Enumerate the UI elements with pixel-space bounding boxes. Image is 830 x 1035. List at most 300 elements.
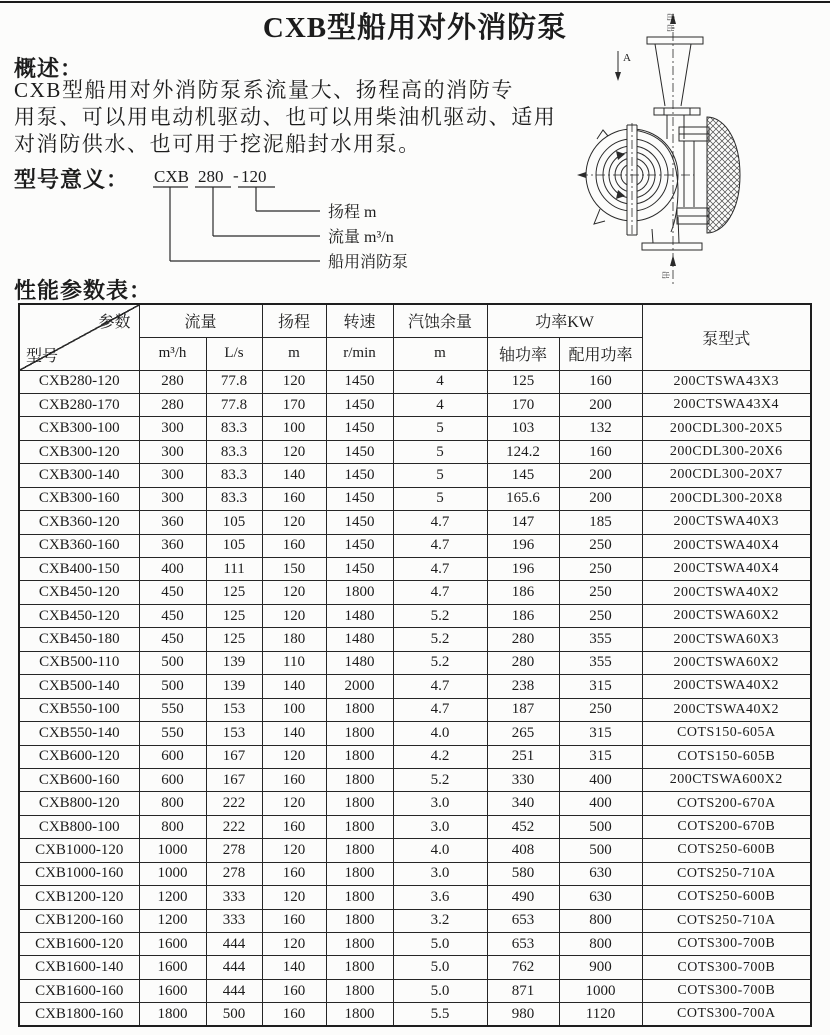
flow-ls-cell: 83.3 [206, 417, 262, 440]
table-row [19, 628, 811, 651]
npsh-cell: 5 [393, 464, 487, 487]
npsh-cell: 4.7 [393, 534, 487, 557]
head-cell: 120 [262, 604, 326, 627]
flow-ls-cell: 139 [206, 675, 262, 698]
label-series: 船用消防泵 [328, 254, 409, 271]
header-flow: 流量 [139, 304, 262, 337]
speed-cell: 1800 [326, 815, 393, 838]
pump-type-cell: 200CTSWA40X2 [642, 698, 811, 721]
table-row [19, 839, 811, 862]
pump-type-cell: 200CTSWA40X4 [642, 558, 811, 581]
flow-m3h-cell: 550 [139, 698, 206, 721]
npsh-cell: 3.2 [393, 909, 487, 932]
flow-ls-cell: 167 [206, 745, 262, 768]
flow-m3h-cell: 300 [139, 417, 206, 440]
speed-cell: 1800 [326, 768, 393, 791]
flow-m3h-cell: 280 [139, 393, 206, 416]
shaft-power-cell: 452 [487, 815, 559, 838]
section-view-label: A [623, 52, 631, 64]
head-cell: 120 [262, 581, 326, 604]
model-cell: CXB1200-120 [19, 886, 139, 909]
model-cell: CXB600-120 [19, 745, 139, 768]
model-cell: CXB450-120 [19, 604, 139, 627]
flow-m3h-cell: 550 [139, 722, 206, 745]
table-row [19, 440, 811, 463]
npsh-cell: 5.2 [393, 651, 487, 674]
speed-cell: 1800 [326, 581, 393, 604]
shaft-power-cell: 280 [487, 651, 559, 674]
rated-power-cell: 200 [559, 393, 642, 416]
flow-ls-cell: 222 [206, 815, 262, 838]
npsh-cell: 3.6 [393, 886, 487, 909]
shaft-power-cell: 196 [487, 558, 559, 581]
overview-line: 用泵、可以用电动机驱动、也可以用柴油机驱动、适用 [14, 105, 557, 129]
pump-type-cell: 200CDL300-20X5 [642, 417, 811, 440]
model-cell: CXB550-100 [19, 698, 139, 721]
npsh-cell: 5.0 [393, 956, 487, 979]
rated-power-cell: 315 [559, 675, 642, 698]
shaft-power-cell: 871 [487, 979, 559, 1002]
table-row [19, 581, 811, 604]
shaft-power-cell: 762 [487, 956, 559, 979]
flow-m3h-cell: 450 [139, 628, 206, 651]
speed-cell: 1450 [326, 487, 393, 510]
header-head: 扬程 [262, 304, 326, 337]
speed-cell: 1800 [326, 722, 393, 745]
flow-ls-cell: 278 [206, 839, 262, 862]
pump-type-cell: 200CDL300-20X7 [642, 464, 811, 487]
speed-cell: 1450 [326, 417, 393, 440]
npsh-cell: 5 [393, 417, 487, 440]
flow-ls-cell: 111 [206, 558, 262, 581]
table-row [19, 956, 811, 979]
head-cell: 160 [262, 815, 326, 838]
head-cell: 160 [262, 909, 326, 932]
npsh-cell: 5.0 [393, 933, 487, 956]
rated-power-cell: 355 [559, 628, 642, 651]
shaft-power-cell: 980 [487, 1003, 559, 1026]
npsh-cell: 5 [393, 487, 487, 510]
rated-power-cell: 250 [559, 581, 642, 604]
flow-m3h-cell: 300 [139, 464, 206, 487]
flow-m3h-cell: 360 [139, 534, 206, 557]
model-cell: CXB280-170 [19, 393, 139, 416]
pump-type-cell: 200CTSWA40X3 [642, 511, 811, 534]
rated-power-cell: 160 [559, 370, 642, 393]
head-cell: 120 [262, 440, 326, 463]
rated-power-cell: 200 [559, 487, 642, 510]
flow-m3h-cell: 1800 [139, 1003, 206, 1026]
flow-m3h-cell: 400 [139, 558, 206, 581]
shaft-power-cell: 145 [487, 464, 559, 487]
pump-type-cell: 200CTSWA60X2 [642, 604, 811, 627]
npsh-cell: 5.5 [393, 1003, 487, 1026]
npsh-cell: 3.0 [393, 792, 487, 815]
speed-cell: 1450 [326, 370, 393, 393]
rated-power-cell: 500 [559, 815, 642, 838]
port-mark-bottom [661, 271, 671, 279]
model-cell: CXB1800-160 [19, 1003, 139, 1026]
flow-m3h-cell: 1200 [139, 909, 206, 932]
label-head: 扬程 m [328, 204, 377, 221]
speed-cell: 1450 [326, 464, 393, 487]
pump-type-cell: COTS300-700B [642, 956, 811, 979]
flow-m3h-cell: 1000 [139, 839, 206, 862]
shaft-power-cell: 340 [487, 792, 559, 815]
model-cell: CXB300-140 [19, 464, 139, 487]
rated-power-cell: 355 [559, 651, 642, 674]
head-cell: 120 [262, 745, 326, 768]
speed-cell: 1800 [326, 1003, 393, 1026]
flow-ls-cell: 83.3 [206, 464, 262, 487]
shaft-power-cell: 125 [487, 370, 559, 393]
shaft-power-cell: 187 [487, 698, 559, 721]
shaft-power-cell: 238 [487, 675, 559, 698]
pump-type-cell: 200CTSWA43X3 [642, 370, 811, 393]
rated-power-cell: 630 [559, 862, 642, 885]
overview-line: 对消防供水、也可用于挖泥船封水用泵。 [14, 132, 421, 156]
head-cell: 100 [262, 698, 326, 721]
speed-cell: 1800 [326, 886, 393, 909]
head-cell: 140 [262, 464, 326, 487]
speed-cell: 1800 [326, 909, 393, 932]
speed-cell: 1450 [326, 511, 393, 534]
shaft-power-cell: 251 [487, 745, 559, 768]
npsh-cell: 4 [393, 393, 487, 416]
flow-ls-cell: 444 [206, 979, 262, 1002]
shaft-power-cell: 170 [487, 393, 559, 416]
npsh-cell: 5.2 [393, 768, 487, 791]
rated-power-cell: 400 [559, 792, 642, 815]
flow-ls-cell: 153 [206, 722, 262, 745]
speed-cell: 2000 [326, 675, 393, 698]
shaft-power-cell: 580 [487, 862, 559, 885]
pump-type-cell: COTS200-670B [642, 815, 811, 838]
shaft-power-cell: 265 [487, 722, 559, 745]
model-cell: CXB1000-160 [19, 862, 139, 885]
rated-power-cell: 1000 [559, 979, 642, 1002]
pump-type-cell: COTS300-700B [642, 979, 811, 1002]
model-cell: CXB1000-120 [19, 839, 139, 862]
model-code-dash: - [233, 166, 239, 185]
head-cell: 140 [262, 722, 326, 745]
model-cell: CXB300-120 [19, 440, 139, 463]
speed-cell: 1480 [326, 651, 393, 674]
shaft-power-cell: 186 [487, 604, 559, 627]
overview-heading: 概述： [14, 56, 84, 81]
head-cell: 140 [262, 956, 326, 979]
rated-power-cell: 630 [559, 886, 642, 909]
performance-table-heading: 性能参数表： [14, 278, 153, 303]
speed-cell: 1450 [326, 393, 393, 416]
performance-table [18, 303, 812, 1027]
rated-power-cell: 132 [559, 417, 642, 440]
flow-ls-cell: 105 [206, 511, 262, 534]
model-cell: CXB800-100 [19, 815, 139, 838]
speed-cell: 1800 [326, 698, 393, 721]
npsh-cell: 4.7 [393, 675, 487, 698]
head-cell: 120 [262, 370, 326, 393]
header-speed-unit: r/min [326, 337, 393, 370]
pump-type-cell: COTS250-710A [642, 862, 811, 885]
pump-type-cell: 200CDL300-20X8 [642, 487, 811, 510]
corner-header-cell [19, 304, 139, 370]
npsh-cell: 4.0 [393, 722, 487, 745]
model-cell: CXB600-160 [19, 768, 139, 791]
table-row [19, 534, 811, 557]
flow-ls-cell: 125 [206, 581, 262, 604]
flow-ls-cell: 77.8 [206, 393, 262, 416]
head-cell: 170 [262, 393, 326, 416]
flow-ls-cell: 83.3 [206, 440, 262, 463]
pump-type-cell: COTS150-605B [642, 745, 811, 768]
flow-ls-cell: 278 [206, 862, 262, 885]
head-cell: 150 [262, 558, 326, 581]
npsh-cell: 5 [393, 440, 487, 463]
performance-table-body [19, 370, 811, 1026]
head-cell: 160 [262, 487, 326, 510]
model-cell: CXB400-150 [19, 558, 139, 581]
table-row [19, 487, 811, 510]
pump-type-cell: COTS300-700A [642, 1003, 811, 1026]
head-cell: 110 [262, 651, 326, 674]
header-power: 功率KW [487, 304, 642, 337]
model-cell: CXB1200-160 [19, 909, 139, 932]
pump-type-cell: COTS300-700B [642, 933, 811, 956]
flow-m3h-cell: 500 [139, 651, 206, 674]
npsh-cell: 5.2 [393, 628, 487, 651]
flow-m3h-cell: 300 [139, 440, 206, 463]
npsh-cell: 4.7 [393, 511, 487, 534]
npsh-cell: 4.2 [393, 745, 487, 768]
npsh-cell: 4.0 [393, 839, 487, 862]
pump-type-cell: 200CTSWA40X4 [642, 534, 811, 557]
flow-m3h-cell: 280 [139, 370, 206, 393]
flow-ls-cell: 333 [206, 909, 262, 932]
rated-power-cell: 250 [559, 698, 642, 721]
model-cell: CXB300-100 [19, 417, 139, 440]
corner-label-parameter: 参数 [98, 314, 131, 331]
pump-type-cell: 200CTSWA60X3 [642, 628, 811, 651]
flow-m3h-cell: 450 [139, 604, 206, 627]
table-row [19, 464, 811, 487]
rated-power-cell: 800 [559, 933, 642, 956]
header-shaft-power: 轴功率 [487, 337, 559, 370]
head-cell: 120 [262, 511, 326, 534]
table-row [19, 862, 811, 885]
table-row [19, 886, 811, 909]
flow-m3h-cell: 800 [139, 815, 206, 838]
flow-m3h-cell: 600 [139, 745, 206, 768]
head-cell: 160 [262, 862, 326, 885]
header-npsh-unit: m [393, 337, 487, 370]
table-row [19, 722, 811, 745]
flow-m3h-cell: 360 [139, 511, 206, 534]
flow-m3h-cell: 1600 [139, 979, 206, 1002]
flow-m3h-cell: 1600 [139, 956, 206, 979]
speed-cell: 1800 [326, 745, 393, 768]
rated-power-cell: 900 [559, 956, 642, 979]
header-npsh: 汽蚀余量 [393, 304, 487, 337]
flow-ls-cell: 444 [206, 933, 262, 956]
model-code-diagram [140, 166, 475, 286]
header-pump-type: 泵型式 [642, 304, 811, 370]
table-header [19, 304, 811, 370]
rated-power-cell: 250 [559, 558, 642, 581]
table-row [19, 1003, 811, 1026]
model-cell: CXB300-160 [19, 487, 139, 510]
pump-technical-drawing [572, 3, 762, 295]
model-cell: CXB360-160 [19, 534, 139, 557]
table-row [19, 815, 811, 838]
flow-ls-cell: 167 [206, 768, 262, 791]
speed-cell: 1480 [326, 628, 393, 651]
table-row [19, 393, 811, 416]
pump-type-cell: 200CDL300-20X6 [642, 440, 811, 463]
flow-m3h-cell: 800 [139, 792, 206, 815]
rated-power-cell: 400 [559, 768, 642, 791]
svg-text:出: 出 [661, 271, 670, 279]
table-row [19, 792, 811, 815]
npsh-cell: 4.7 [393, 558, 487, 581]
npsh-cell: 4.7 [393, 581, 487, 604]
head-cell: 160 [262, 768, 326, 791]
flow-ls-cell: 333 [206, 886, 262, 909]
flow-m3h-cell: 600 [139, 768, 206, 791]
table-row [19, 604, 811, 627]
flow-m3h-cell: 450 [139, 581, 206, 604]
header-head-unit: m [262, 337, 326, 370]
shaft-power-cell: 653 [487, 909, 559, 932]
shaft-power-cell: 653 [487, 933, 559, 956]
table-row [19, 698, 811, 721]
head-cell: 120 [262, 839, 326, 862]
flow-ls-cell: 83.3 [206, 487, 262, 510]
rated-power-cell: 160 [559, 440, 642, 463]
model-cell: CXB450-120 [19, 581, 139, 604]
flow-ls-cell: 77.8 [206, 370, 262, 393]
shaft-power-cell: 147 [487, 511, 559, 534]
model-cell: CXB1600-160 [19, 979, 139, 1002]
model-cell: CXB800-120 [19, 792, 139, 815]
table-row [19, 745, 811, 768]
speed-cell: 1450 [326, 534, 393, 557]
rated-power-cell: 200 [559, 464, 642, 487]
npsh-cell: 5.0 [393, 979, 487, 1002]
header-speed: 转速 [326, 304, 393, 337]
shaft-power-cell: 186 [487, 581, 559, 604]
table-row [19, 768, 811, 791]
npsh-cell: 5.2 [393, 604, 487, 627]
table-row [19, 979, 811, 1002]
header-flow-unit-ls: L/s [206, 337, 262, 370]
head-cell: 160 [262, 534, 326, 557]
rated-power-cell: 250 [559, 534, 642, 557]
rated-power-cell: 1120 [559, 1003, 642, 1026]
flow-m3h-cell: 1000 [139, 862, 206, 885]
flow-ls-cell: 153 [206, 698, 262, 721]
shaft-power-cell: 408 [487, 839, 559, 862]
shaft-power-cell: 196 [487, 534, 559, 557]
table-row [19, 675, 811, 698]
model-cell: CXB550-140 [19, 722, 139, 745]
flow-ls-cell: 500 [206, 1003, 262, 1026]
flow-ls-cell: 222 [206, 792, 262, 815]
table-row [19, 558, 811, 581]
svg-text:出: 出 [666, 24, 675, 32]
table-row [19, 511, 811, 534]
model-code-flow: 280 [198, 167, 224, 186]
flow-ls-cell: 105 [206, 534, 262, 557]
label-flow: 流量 m³/n [328, 229, 394, 246]
npsh-cell: 3.0 [393, 815, 487, 838]
head-cell: 180 [262, 628, 326, 651]
model-cell: CXB500-140 [19, 675, 139, 698]
speed-cell: 1800 [326, 839, 393, 862]
shaft-power-cell: 490 [487, 886, 559, 909]
pump-type-cell: COTS150-605A [642, 722, 811, 745]
overview-paragraph [14, 77, 566, 158]
model-cell: CXB280-120 [19, 370, 139, 393]
head-cell: 100 [262, 417, 326, 440]
corner-label-model: 型号 [26, 347, 59, 365]
speed-cell: 1450 [326, 440, 393, 463]
pump-type-cell: 200CTSWA600X2 [642, 768, 811, 791]
pump-type-cell: COTS250-710A [642, 909, 811, 932]
pump-type-cell: 200CTSWA43X4 [642, 393, 811, 416]
flow-m3h-cell: 1600 [139, 933, 206, 956]
rated-power-cell: 250 [559, 604, 642, 627]
model-cell: CXB1600-140 [19, 956, 139, 979]
model-code-series: CXB [154, 167, 189, 186]
model-cell: CXB450-180 [19, 628, 139, 651]
model-cell: CXB1600-120 [19, 933, 139, 956]
pump-type-cell: COTS200-670A [642, 792, 811, 815]
head-cell: 160 [262, 1003, 326, 1026]
shaft-power-cell: 124.2 [487, 440, 559, 463]
pump-type-cell: 200CTSWA40X2 [642, 581, 811, 604]
npsh-cell: 4 [393, 370, 487, 393]
speed-cell: 1450 [326, 558, 393, 581]
model-cell: CXB500-110 [19, 651, 139, 674]
pump-type-cell: 200CTSWA40X2 [642, 675, 811, 698]
model-cell: CXB360-120 [19, 511, 139, 534]
header-rated-power: 配用功率 [559, 337, 642, 370]
overview-line: CXB型船用对外消防泵系流量大、扬程高的消防专 [14, 78, 514, 102]
flow-m3h-cell: 300 [139, 487, 206, 510]
flow-ls-cell: 139 [206, 651, 262, 674]
speed-cell: 1800 [326, 933, 393, 956]
head-cell: 140 [262, 675, 326, 698]
shaft-power-cell: 280 [487, 628, 559, 651]
table-row [19, 370, 811, 393]
speed-cell: 1800 [326, 956, 393, 979]
speed-cell: 1480 [326, 604, 393, 627]
pump-type-cell: COTS250-600B [642, 886, 811, 909]
rated-power-cell: 800 [559, 909, 642, 932]
speed-cell: 1800 [326, 792, 393, 815]
head-cell: 120 [262, 886, 326, 909]
table-row [19, 909, 811, 932]
model-meaning-heading: 型号意义： [14, 167, 130, 192]
model-code-head: 120 [241, 167, 267, 186]
head-cell: 120 [262, 933, 326, 956]
svg-text:出: 出 [666, 13, 675, 21]
table-row [19, 651, 811, 674]
rated-power-cell: 185 [559, 511, 642, 534]
speed-cell: 1800 [326, 862, 393, 885]
head-cell: 120 [262, 792, 326, 815]
